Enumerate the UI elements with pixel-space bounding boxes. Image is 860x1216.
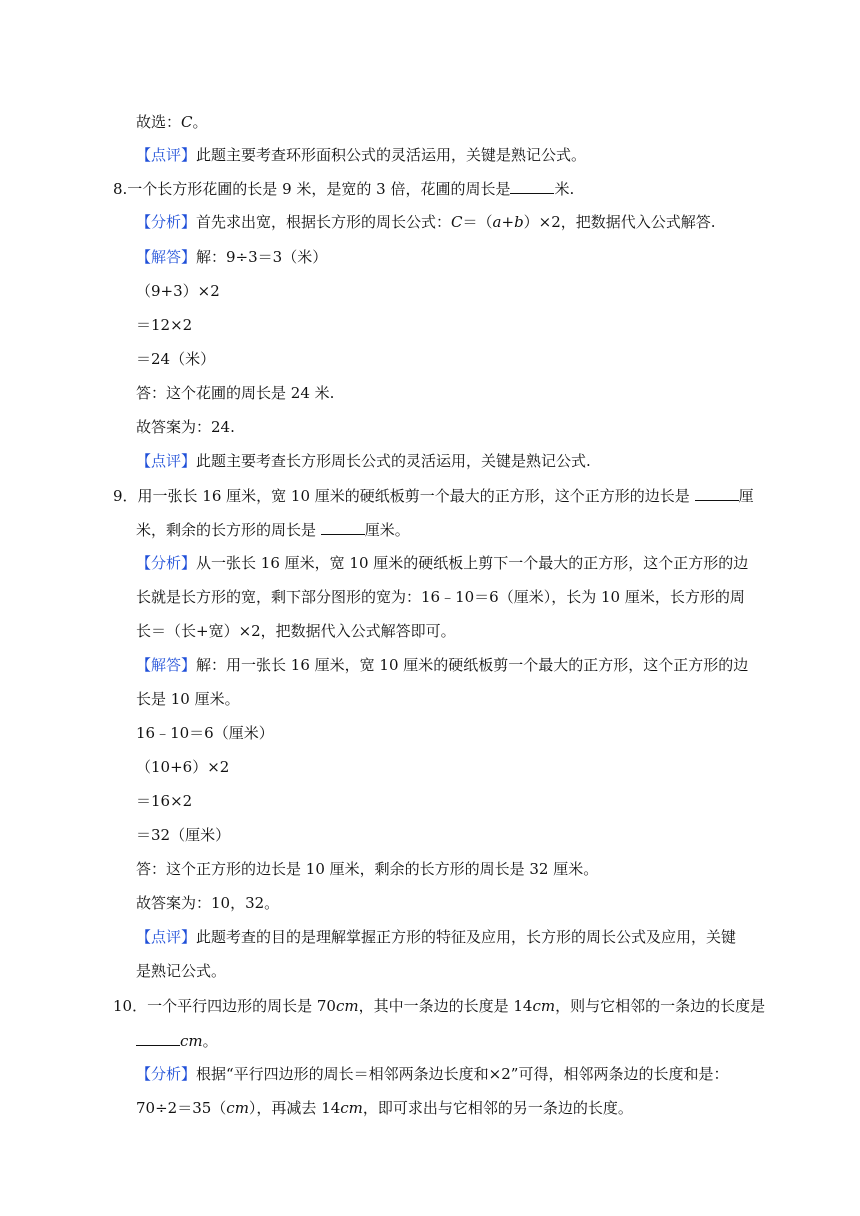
comment-paragraph <box>136 145 586 165</box>
text-run: cm <box>340 1099 363 1117</box>
text-run: ）×2，把数据代入公式解答. <box>523 213 716 231</box>
question-9-continued <box>136 519 410 540</box>
text-run: 米，剩余的长方形的周长是 <box>136 521 321 539</box>
text-run: ＝16×2 <box>136 792 193 810</box>
solution-line <box>136 247 327 267</box>
solution-line <box>136 723 274 743</box>
text-run: 解：用一张长 16 厘米，宽 10 厘米的硬纸板剪一个最大的正方形，这个正方形的边 <box>196 656 749 674</box>
section-tag: 【点评】 <box>136 928 197 946</box>
text-run: 8.一个长方形花圃的长是 9 米，是宽的 3 倍，花圃的周长是 <box>113 180 511 198</box>
text-run: 答：这个花圃的周长是 24 米. <box>136 384 335 402</box>
text-run: cm <box>180 1032 203 1050</box>
solution-line <box>136 825 230 845</box>
text-run: 故答案为：10，32。 <box>136 894 280 912</box>
text-run: ＝24（米） <box>136 350 216 368</box>
text-run: ，其中一条边的长度是 14 <box>358 997 533 1015</box>
section-tag: 【解答】 <box>136 248 197 266</box>
comment-paragraph <box>136 927 736 947</box>
analysis-paragraph <box>136 1064 728 1084</box>
text-run: ＝32（厘米） <box>136 826 231 844</box>
text-run: 根据“平行四边形的周长＝相邻两条边长度和×2”可得，相邻两条边的长度和是： <box>196 1065 729 1083</box>
answer-choice-line <box>136 112 208 132</box>
section-tag: 【解答】 <box>136 656 197 674</box>
text-run: 。 <box>192 113 208 131</box>
solution-line <box>136 655 748 675</box>
text-run: 米. <box>554 180 575 198</box>
section-tag: 【点评】 <box>136 452 197 470</box>
text-run: cm <box>335 997 359 1015</box>
text-run: a <box>492 213 502 231</box>
text-run: C <box>451 213 463 231</box>
text-run: 厘 <box>738 487 754 505</box>
solution-line <box>136 859 598 879</box>
text-run: ，即可求出与它相邻的另一条边的长度。 <box>362 1099 633 1117</box>
section-tag: 【点评】 <box>136 146 197 164</box>
solution-line <box>136 383 334 403</box>
text-run: + <box>501 213 515 231</box>
section-tag: 【分析】 <box>136 213 197 231</box>
text-run: ＝（ <box>462 213 493 231</box>
answer-blank <box>321 519 365 535</box>
text-run: ＝12×2 <box>136 316 193 334</box>
analysis-paragraph <box>136 1098 633 1118</box>
comment-paragraph <box>136 451 591 471</box>
text-run: 长＝（长+宽）×2，把数据代入公式解答即可。 <box>136 622 456 640</box>
section-tag: 【分析】 <box>136 554 197 572</box>
text-run: cm <box>532 997 556 1015</box>
text-run: 10．一个平行四边形的周长是 70 <box>113 997 336 1015</box>
text-run: 此题考查的目的是理解掌握正方形的特征及应用，长方形的周长公式及应用，关键 <box>196 928 737 946</box>
text-run: 从一张长 16 厘米，宽 10 厘米的硬纸板上剪下一个最大的正方形，这个正方形的边 <box>196 554 749 572</box>
answer-blank <box>695 485 739 501</box>
solution-line <box>136 315 192 335</box>
text-run: C <box>181 113 193 131</box>
text-run: （9+3）×2 <box>136 282 220 300</box>
solution-line <box>136 349 215 369</box>
text-run: 9．用一张长 16 厘米，宽 10 厘米的硬纸板剪一个最大的正方形，这个正方形的边长是 <box>113 487 695 505</box>
text-run: 解：9÷3＝3（米） <box>196 248 328 266</box>
final-answer-line <box>136 417 235 437</box>
answer-blank <box>510 178 554 194</box>
text-run: 长是 10 厘米。 <box>136 690 240 708</box>
text-run: b <box>514 213 524 231</box>
question-10 <box>113 996 765 1016</box>
solution-line <box>136 791 192 811</box>
question-10-continued <box>136 1030 218 1051</box>
text-run: 70÷2＝35（ <box>136 1099 227 1117</box>
text-run: 是熟记公式。 <box>136 962 227 980</box>
question-8 <box>113 178 574 199</box>
answer-blank <box>136 1030 180 1046</box>
analysis-paragraph <box>136 587 745 607</box>
text-run: 故答案为：24. <box>136 418 235 436</box>
text-run: （10+6）×2 <box>136 758 230 776</box>
text-run: 长就是长方形的宽，剩下部分图形的宽为：16﹣10＝6（厘米），长为 10 厘米，长方形的周 <box>136 588 745 606</box>
text-run: 答：这个正方形的边长是 10 厘米，剩余的长方形的周长是 32 厘米。 <box>136 860 599 878</box>
text-run: 此题主要考查长方形周长公式的灵活运用，关键是熟记公式. <box>196 452 591 470</box>
text-run: 厘米。 <box>364 521 410 539</box>
comment-paragraph <box>136 961 226 981</box>
text-run: ），再减去 14 <box>248 1099 341 1117</box>
question-9 <box>113 485 754 506</box>
text-run: 此题主要考查环形面积公式的灵活运用，关键是熟记公式。 <box>196 146 587 164</box>
section-tag: 【分析】 <box>136 1065 197 1083</box>
text-run: 首先求出宽，根据长方形的周长公式： <box>196 213 452 231</box>
text-run: 16﹣10＝6（厘米） <box>136 724 274 742</box>
text-run: ，则与它相邻的一条边的长度是 <box>555 997 766 1015</box>
analysis-paragraph <box>136 212 716 232</box>
solution-line <box>136 757 229 777</box>
analysis-paragraph <box>136 553 748 573</box>
text-run: 。 <box>202 1032 218 1050</box>
solution-line <box>136 689 240 709</box>
final-answer-line <box>136 893 279 913</box>
text-run: cm <box>226 1099 249 1117</box>
solution-line <box>136 281 220 301</box>
analysis-paragraph <box>136 621 456 641</box>
text-run: 故选： <box>136 113 182 131</box>
